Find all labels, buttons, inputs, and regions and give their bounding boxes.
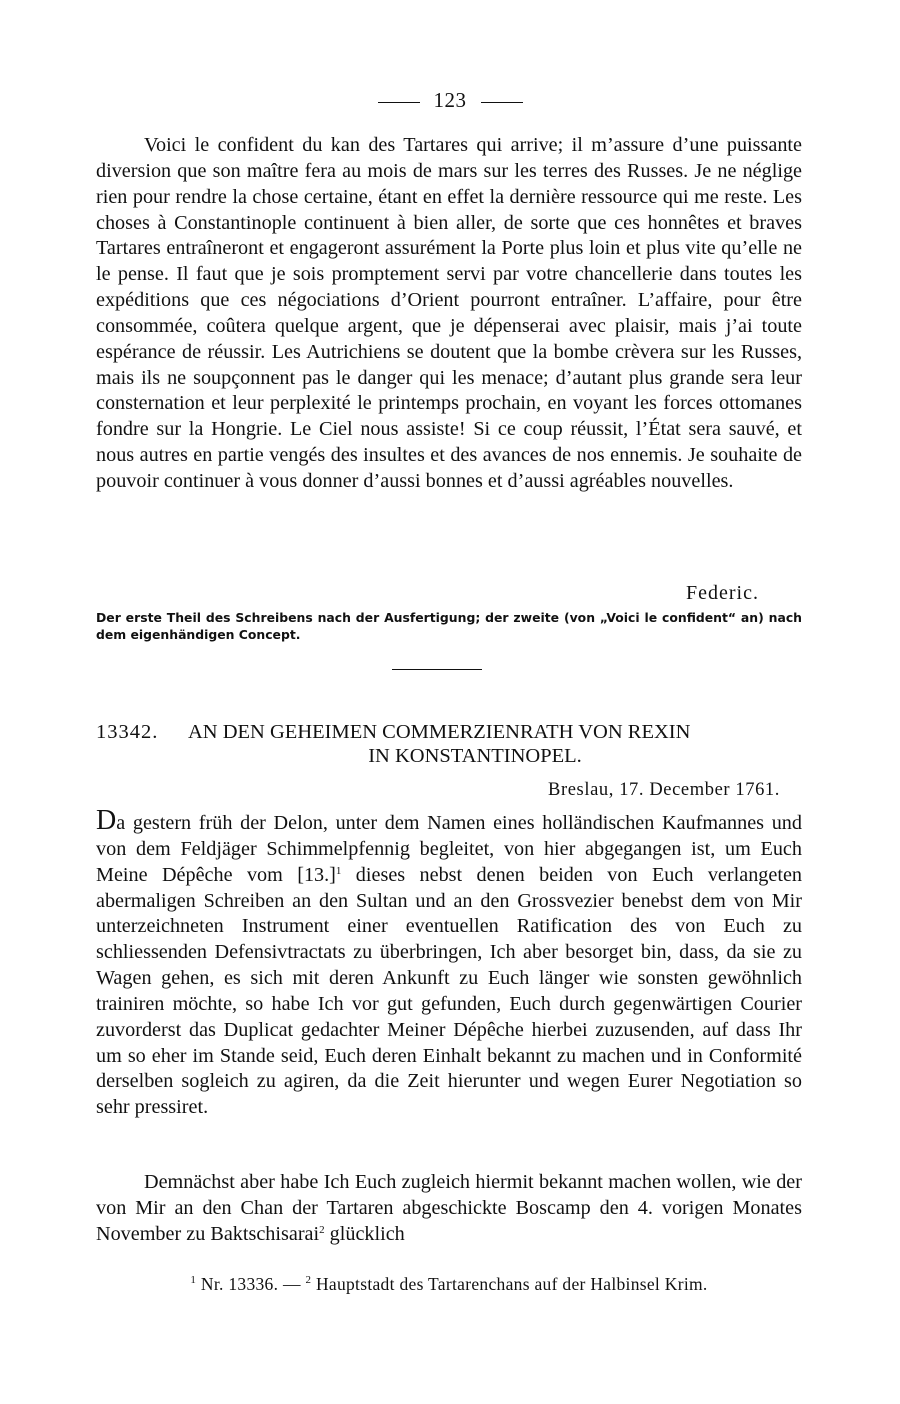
page-header: [0, 88, 900, 113]
footnote-2: Hauptstadt des Tartarenchans auf der Halbinsel Krim.: [315, 1274, 708, 1294]
paragraph-text-part2: glücklich: [324, 1222, 405, 1245]
paragraph-german-1: [96, 805, 802, 1121]
letter-heading: [96, 720, 802, 768]
header-dash-right: [481, 102, 523, 103]
footnote-1: Nr. 13336. —: [200, 1274, 301, 1294]
footnote-mark-1: 1: [190, 1274, 197, 1286]
footnote-ref-1: 1: [335, 864, 342, 877]
header-dash-left: [378, 102, 420, 103]
section-divider: [392, 669, 482, 670]
letter-number: 13342.: [96, 721, 159, 743]
dateline: [96, 780, 780, 801]
editorial-note: Der erste Theil des Schreibens nach der Ausfertigung; der zweite (von „Voici le confident“ an) nach dem eigenhändigen Concept.: [96, 610, 802, 642]
signature: Federic.: [686, 582, 759, 604]
letter-place: Breslau,: [548, 780, 614, 800]
paragraph-german-2: [96, 1170, 802, 1248]
letter-heading-line1: [96, 720, 802, 744]
paragraph-text-part2: dieses nebst denen beiden von Euch verlangeten abermaligen Schreiben an den Sultan und an den Grossvezier benebst dem von Mir unterzeichneten Instrument einer eventuellen Ratification des von Euch zu schliessenden Defensivtractats zu überbringen, Ich aber besorget bin, dass, da sie zu Wagen gehen, es sich mit deren Ankunft zu Euch länger wie sonsten gewöhnlich trainiren möchte, so habe Ich vor gut gefunden, Euch durch gegenwärtigen Courier zuvorderst das Duplicat gedachter Meiner Dépêche hierbei zuzusenden, auf dass Ihr um so eher im Stande seid, Euch deren Einhalt bekannt zu machen und in Conformité derselben sogleich zu agiren, da die Zeit hierunter und wegen Eurer Negotiation so sehr pressiret.: [96, 863, 802, 1119]
letter-title-line1: AN DEN GEHEIMEN COMMERZIENRATH VON REXIN: [188, 721, 691, 743]
letter-title-line2: IN KONSTANTINOPEL.: [368, 745, 582, 767]
paragraph-text-part1: a gestern früh der Delon, unter dem Namen eines holländischen Kaufmannes und von dem Feldjäger Schimmelpfennig begleitet, von hier abgegangen ist, um Euch Meine Dépêche vom [13.]: [96, 812, 802, 886]
letter-date: 17. December 1761.: [619, 780, 780, 800]
paragraph-french-letter: [96, 133, 802, 495]
page-number: 123: [433, 88, 467, 112]
footnote-ref-2: 2: [319, 1223, 325, 1236]
dropcap: D: [96, 805, 117, 836]
footnote-mark-2: 2: [305, 1274, 312, 1286]
paragraph-text-part1: Demnächst aber habe Ich Euch zugleich hiermit bekannt machen wollen, wie der von Mir an den Chan der Tartaren abgeschickte Boscamp den 4. vorigen Monates November zu Baktschisarai: [96, 1171, 802, 1245]
paragraph-text: Voici le confident du kan des Tartares qui arrive; il m’assure d’une puissante diversion que son maître fera au mois de mars sur les terres des Russes. Je ne néglige rien pour rendre la chose certaine, étant en effet la dernière ressource qui me reste. Les choses à Constantinople continuent à bien aller, de sorte que ces honnêtes et braves Tartares entraîneront et engageront assurément la Porte plus loin et plus vite qu’elle ne le pense. Il faut que je sois promptement servi par votre chancellerie dans toutes les expéditions que ces négociations d’Orient pourront entraîner. L’affaire, pour être consommée, coûtera quelque argent, que je dépenserai avec plaisir, mais j’ai toute espérance de réussir. Les Autrichiens se doutent que la bombe crèvera sur les Russes, mais ils ne soupçonnent pas le danger qui les menace; d’autant plus grande sera leur consternation et leur perplexité le printemps prochain, en voyant les forces ottomanes fondre sur la Hongrie. Le Ciel nous assiste! Si ce coup réussit, l’État sera sauvé, et nous autres en partie vengés des insultes et des avances de nos ennemis. Je souhaite de pouvoir continuer à vous donner d’aussi bonnes et d’aussi agréables nouvelles.: [96, 134, 802, 492]
footnotes: [96, 1274, 802, 1295]
